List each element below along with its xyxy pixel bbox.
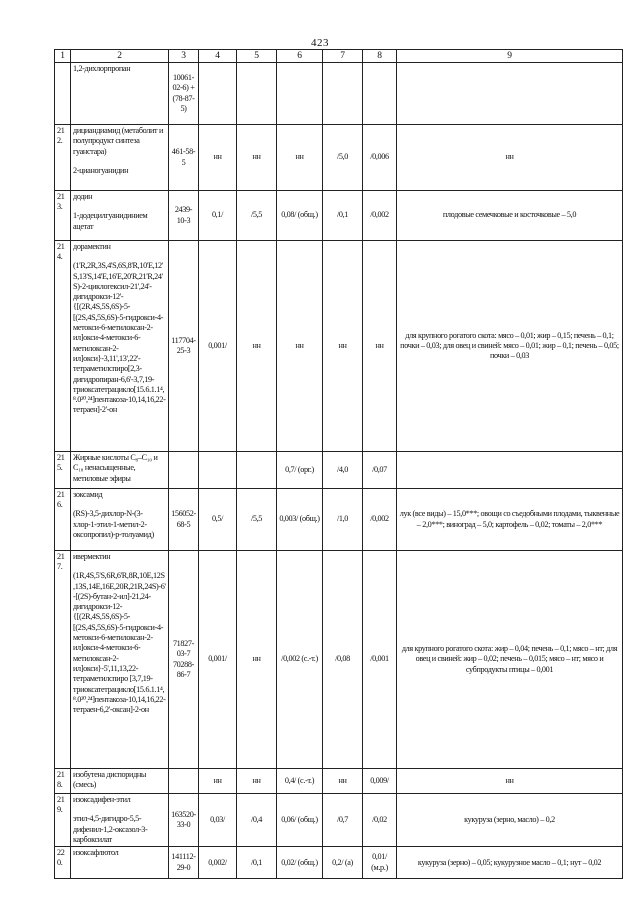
value-col8: нн: [363, 241, 397, 452]
cas-number: 461-58-5: [169, 125, 199, 191]
row-number: 213.: [55, 191, 71, 241]
cas-number: 117704-25-3: [169, 241, 199, 452]
value-col8: /0,002: [363, 191, 397, 241]
chemical-name: 2-цианогуанидин: [73, 165, 129, 175]
value-col6: 0,08/ (общ.): [277, 191, 323, 241]
table-row: [55, 63, 623, 125]
value-col7: /4,0: [323, 452, 363, 489]
row-number: 215.: [55, 452, 71, 489]
value-col9: плодовые семечковые и косточковые – 5,0: [397, 191, 623, 241]
value-col4: 0,001/: [199, 551, 237, 769]
value-col6: 0,4/ (с.-т.): [277, 769, 323, 794]
value-col4: [199, 452, 237, 489]
value-col4: [199, 63, 237, 125]
value-col8: 0,009/: [363, 769, 397, 794]
value-col8: /0,006: [363, 125, 397, 191]
row-number: 217.: [55, 551, 71, 769]
chemical-name: этил-4,5-дигидро-5,5-дифенил-1,2-оксазол-3-карбоксилат: [73, 814, 148, 844]
substance-name-cell: [71, 794, 169, 847]
table-row: [55, 794, 623, 847]
cas-number: 156052-68-5: [169, 489, 199, 551]
header-cell: 6: [277, 50, 323, 63]
value-col5: /5,5: [237, 489, 277, 551]
substance-name-cell: [71, 769, 169, 794]
row-number: 218.: [55, 769, 71, 794]
value-col6: 0,06/ (общ.): [277, 794, 323, 847]
table-row: [55, 125, 623, 191]
substance-name-cell: [71, 191, 169, 241]
value-col9: нн: [397, 125, 623, 191]
cas-number: 163520-33-0: [169, 794, 199, 847]
header-cell: 2: [71, 50, 169, 63]
substance-name: зоксамид: [73, 490, 103, 499]
header-cell: 7: [323, 50, 363, 63]
value-col8: [363, 63, 397, 125]
value-col5: [237, 63, 277, 125]
substance-name-cell: [71, 489, 169, 551]
value-col8: /0,02: [363, 794, 397, 847]
value-col9: нн: [397, 769, 623, 794]
value-col7: [323, 63, 363, 125]
spacer: [73, 252, 166, 261]
header-row: [55, 50, 623, 63]
header-cell: 5: [237, 50, 277, 63]
page-number: 423: [311, 37, 329, 49]
chemical-name: (1'R,2R,3S,4'S,6S,8'R,10'E,12'S,13'S,14'E,16'E,20'R,21'R,24'S)-2-циклогексил-21',24'-дигидрокси-12'-{[(2R,4S,5S,6S)-5-[(2S,4S,5S,6S)-5-гидрокси-4-метокси-6-метилоксан-2-ил]окси-4-метокси-6-метилоксан-2-ил]окси}-3,11',13',22'-тетраметилспиро[2,3-дигидропиран-6,6'-3,7,19-триоксатетрацикло[15.6.1.1⁴,⁸.0²⁰,²⁴]пентакоза-10,14,16,22-тетраен]-2'-он: [73, 261, 166, 415]
value-col7: /0,7: [323, 794, 363, 847]
table-row: [55, 769, 623, 794]
value-col4: 0,002/: [199, 847, 237, 879]
header-cell: 1: [55, 50, 71, 63]
substance-name: ивермектин: [73, 552, 111, 561]
value-col9: [397, 452, 623, 489]
substance-name: Жирные кислоты С₈–С₁₀ и С₁₈ ненасыщенные, метиловые эфиры: [73, 453, 158, 483]
value-col5: нн: [237, 769, 277, 794]
row-number: 212.: [55, 125, 71, 191]
value-col5: нн: [237, 551, 277, 769]
value-col7: /5,0: [323, 125, 363, 191]
value-col4: 0,5/: [199, 489, 237, 551]
value-col5: /5,5: [237, 191, 277, 241]
value-col6: /0,002 (с.-т.): [277, 551, 323, 769]
value-col6: [277, 63, 323, 125]
substance-name-cell: [71, 452, 169, 489]
value-col5: /0,1: [237, 847, 277, 879]
value-col9: кукуруза (зерно) – 0,05; кукурузное масло – 0,1; нут – 0,02: [397, 847, 623, 879]
header-cell: 8: [363, 50, 397, 63]
cas-number: [169, 769, 199, 794]
value-col8: 0,01/ (м.р.): [363, 847, 397, 879]
value-col4: 0,1/: [199, 191, 237, 241]
value-col7: нн: [323, 769, 363, 794]
value-col7: /1,0: [323, 489, 363, 551]
value-col4: нн: [199, 125, 237, 191]
row-number: 214.: [55, 241, 71, 452]
header-cell: 3: [169, 50, 199, 63]
header-cell: 9: [397, 50, 623, 63]
chemical-name: 1-додецилгуанидинием ацетат: [73, 211, 148, 231]
substance-name-cell: [71, 63, 169, 125]
value-col6: 0,003/ (общ.): [277, 489, 323, 551]
table-row: [55, 489, 623, 551]
header-cell: 4: [199, 50, 237, 63]
substance-name-cell: [71, 847, 169, 879]
spacer: [73, 805, 166, 814]
value-col8: /0,002: [363, 489, 397, 551]
cas-number: 2439-10-3: [169, 191, 199, 241]
spacer: [73, 562, 166, 571]
cas-number: 10061-02-6) + (78-87-5): [169, 63, 199, 125]
cas-number: 71827-03-7 70288-86-7: [169, 551, 199, 769]
value-col5: /0,4: [237, 794, 277, 847]
substance-name: изобутена диспоридны (смесь): [73, 770, 147, 790]
value-col7: нн: [323, 241, 363, 452]
row-number: [55, 63, 71, 125]
table-row: [55, 241, 623, 452]
table-row: [55, 191, 623, 241]
chemical-name: (RS)-3,5-дихлор-N-(3-хлор-1-этил-1-метил-2-оксопропил)-p-толуамид): [73, 509, 154, 539]
substance-name: изоксадифен-этил: [73, 795, 131, 804]
value-col5: [237, 452, 277, 489]
substance-name-cell: [71, 241, 169, 452]
table-row: [55, 847, 623, 879]
value-col9: для крупного рогатого скота: мясо – 0,01; жир – 0,15; печень – 0,1; почки – 0,03; для овец и свиней: мясо – 0,01; жир – 0,1; печень – 0,05; почки – 0,03: [397, 241, 623, 452]
value-col6: нн: [277, 125, 323, 191]
spacer: [73, 157, 166, 166]
table-row: [55, 551, 623, 769]
substance-name: дициандиамид (метаболит и полупродукт синтеза гуанстара): [73, 126, 164, 156]
substance-name: дорамектин: [73, 242, 111, 251]
value-col9: для крупного рогатого скота: жир – 0,04; печень – 0,1; мясо – нт; для овец и свиней: жир – 0,02; печень – 0,015; мясо – нт; мясо и субпродукты птицы – 0,001: [397, 551, 623, 769]
substance-name: 1,2-дихлорпропан: [73, 64, 131, 73]
value-col9: [397, 63, 623, 125]
value-col5: нн: [237, 241, 277, 452]
spacer: [73, 202, 166, 211]
substance-table: [54, 49, 623, 879]
cas-number: 141112-29-0: [169, 847, 199, 879]
substance-name: додин: [73, 192, 93, 201]
value-col6: 0,02/ (общ.): [277, 847, 323, 879]
substance-name-cell: [71, 125, 169, 191]
chemical-name: (1R,4S,5'S,6R,6'R,8R,10E,12S,13S,14E,16E,20R,21R,24S)-6'-[(2S)-бутан-2-ил]-21,24-дигидрокси-12-{[(2R,4S,5S,6S)-5-[(2S,4S,5S,6S)-5-гидрокси-4-метокси-6-метилоксан-2-ил]окси-4-метокси-6-метилоксан-2-ил]окси}-5',11,13,22-тетраметилспиро [3,7,19-триоксатетрацикло[15.6.1.1⁴,⁸.0²⁰,²⁴]пентакоза-10,14,16,22-тетраен-6,2'-оксан]-2-он: [73, 571, 166, 715]
row-number: 219.: [55, 794, 71, 847]
substance-name-cell: [71, 551, 169, 769]
row-number: 220.: [55, 847, 71, 879]
value-col4: 0,03/: [199, 794, 237, 847]
table-row: [55, 452, 623, 489]
spacer: [73, 500, 166, 509]
row-number: 216.: [55, 489, 71, 551]
value-col7: /0,1: [323, 191, 363, 241]
value-col5: нн: [237, 125, 277, 191]
value-col7: /0,08: [323, 551, 363, 769]
value-col8: /0,001: [363, 551, 397, 769]
value-col4: нн: [199, 769, 237, 794]
value-col9: лук (все виды) – 15,0***; овощи со съедобными плодами, тыквенные – 2,0***; виноград – 5,0; картофель – 0,02; томаты – 2,0***: [397, 489, 623, 551]
value-col8: /0,07: [363, 452, 397, 489]
value-col7: 0,2/ (а): [323, 847, 363, 879]
cas-number: [169, 452, 199, 489]
value-col9: кукуруза (зерно, масло) – 0,2: [397, 794, 623, 847]
value-col6: 0,7/ (орг.): [277, 452, 323, 489]
value-col4: 0,001/: [199, 241, 237, 452]
substance-name: изоксафлютол: [73, 848, 119, 858]
value-col6: нн: [277, 241, 323, 452]
